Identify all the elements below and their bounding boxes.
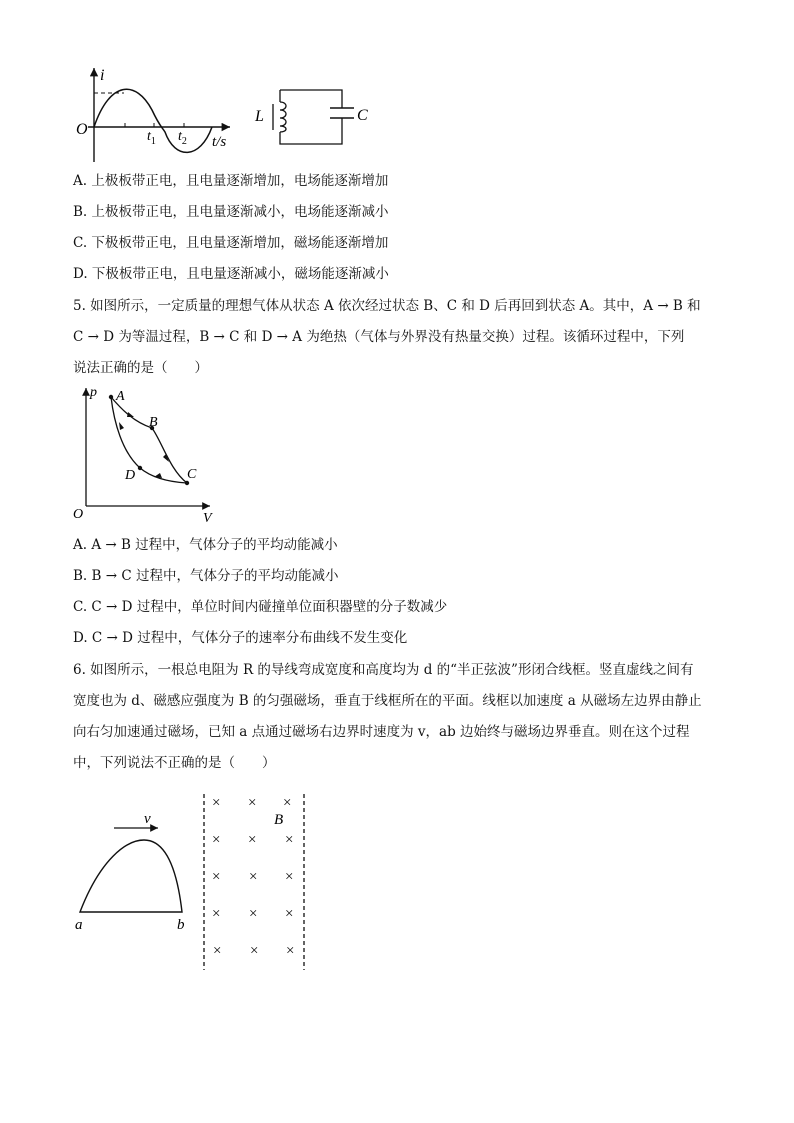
label-c: C xyxy=(187,467,197,482)
cross: × xyxy=(248,832,257,848)
cross: × xyxy=(285,832,294,848)
q4-current-graph xyxy=(70,60,240,170)
point-a xyxy=(109,395,113,399)
y-axis-label: i xyxy=(100,67,105,84)
cross: × xyxy=(285,869,294,885)
arrow-da xyxy=(119,422,124,430)
origin-label: O xyxy=(76,121,88,138)
q5-stem-line-2: C → D 为等温过程，B → C 和 D → A 为绝热（气体与外界没有热量交换）过程。该循环过程中，下列 xyxy=(73,329,685,345)
inductor-coil xyxy=(280,102,286,132)
q4-option-d: D. 下极板带正电，且电量逐渐减小，磁场能逐渐减小 xyxy=(73,266,389,282)
cross: × xyxy=(249,906,258,922)
q5-pv-graph xyxy=(70,382,220,527)
q6-stem-line-4: 中，下列说法不正确的是（ ） xyxy=(73,755,276,771)
t2-label: $t_2$ xyxy=(178,129,187,147)
cross: × xyxy=(250,943,259,959)
field-label: B xyxy=(274,812,284,828)
label-a: A xyxy=(116,389,125,404)
cross: × xyxy=(212,795,221,811)
cross: × xyxy=(286,943,295,959)
q4-option-b: B. 上极板带正电，且电量逐渐减小，电场能逐渐减小 xyxy=(73,204,389,220)
cross: × xyxy=(249,869,258,885)
capacitor-label: C xyxy=(357,107,368,124)
v-axis-label: V xyxy=(203,511,212,526)
x-axis-label: t/s xyxy=(212,134,227,150)
q6-stem-line-1: 6. 如图所示，一根总电阻为 R 的导线弯成宽度和高度均为 d 的“半正弦波”形闭合线框。竖直虚线之间有 xyxy=(73,662,694,678)
half-sine-frame xyxy=(80,840,182,912)
cross: × xyxy=(212,869,221,885)
q4-option-a: A. 上极板带正电，且电量逐渐增加，电场能逐渐增加 xyxy=(73,173,389,189)
curve-da xyxy=(111,397,140,468)
q5-stem-line-3: 说法正确的是（ ） xyxy=(73,360,208,376)
label-d: D xyxy=(125,468,136,483)
cross: × xyxy=(285,906,294,922)
q6-stem-line-2: 宽度也为 d、磁感应强度为 B 的匀强磁场，垂直于线框所在的平面。线框以加速度 a 从磁场左边界由静止 xyxy=(73,693,702,709)
cross: × xyxy=(283,795,292,811)
q5-option-b: B. B → C 过程中，气体分子的平均动能减小 xyxy=(73,568,339,584)
velocity-label: v xyxy=(144,811,151,827)
q6-figure xyxy=(70,790,320,975)
cross: × xyxy=(248,795,257,811)
t1-label: $t_1$ xyxy=(147,129,156,147)
origin-label: O xyxy=(73,507,84,522)
point-b-label: b xyxy=(177,917,185,933)
label-b: B xyxy=(149,415,158,430)
inductor-label: L xyxy=(255,108,264,125)
q6-stem-line-3: 向右匀加速通过磁场，已知 a 点通过磁场右边界时速度为 v，ab 边始终与磁场边界垂直。则在这个过程 xyxy=(73,724,690,740)
q5-option-d: D. C → D 过程中，气体分子的速率分布曲线不发生变化 xyxy=(73,630,408,646)
arrow-ab xyxy=(127,412,134,417)
p-axis-label: p xyxy=(90,385,97,400)
q5-stem-line-1: 5. 如图所示，一定质量的理想气体从状态 A 依次经过状态 B、C 和 D 后再回到状态 A。其中，A → B 和 xyxy=(73,298,701,314)
q4-lc-circuit xyxy=(250,88,380,148)
cross: × xyxy=(212,832,221,848)
q5-option-a: A. A → B 过程中，气体分子的平均动能减小 xyxy=(73,537,338,553)
cross: × xyxy=(213,943,222,959)
circuit-wire xyxy=(280,90,342,144)
q4-option-c: C. 下极板带正电，且电量逐渐增加，磁场能逐渐增加 xyxy=(73,235,389,251)
point-a-label: a xyxy=(75,917,83,933)
cross: × xyxy=(212,906,221,922)
point-d xyxy=(138,466,142,470)
curve-bc xyxy=(152,428,187,483)
q5-option-c: C. C → D 过程中，单位时间内碰撞单位面积器壁的分子数减少 xyxy=(73,599,448,615)
